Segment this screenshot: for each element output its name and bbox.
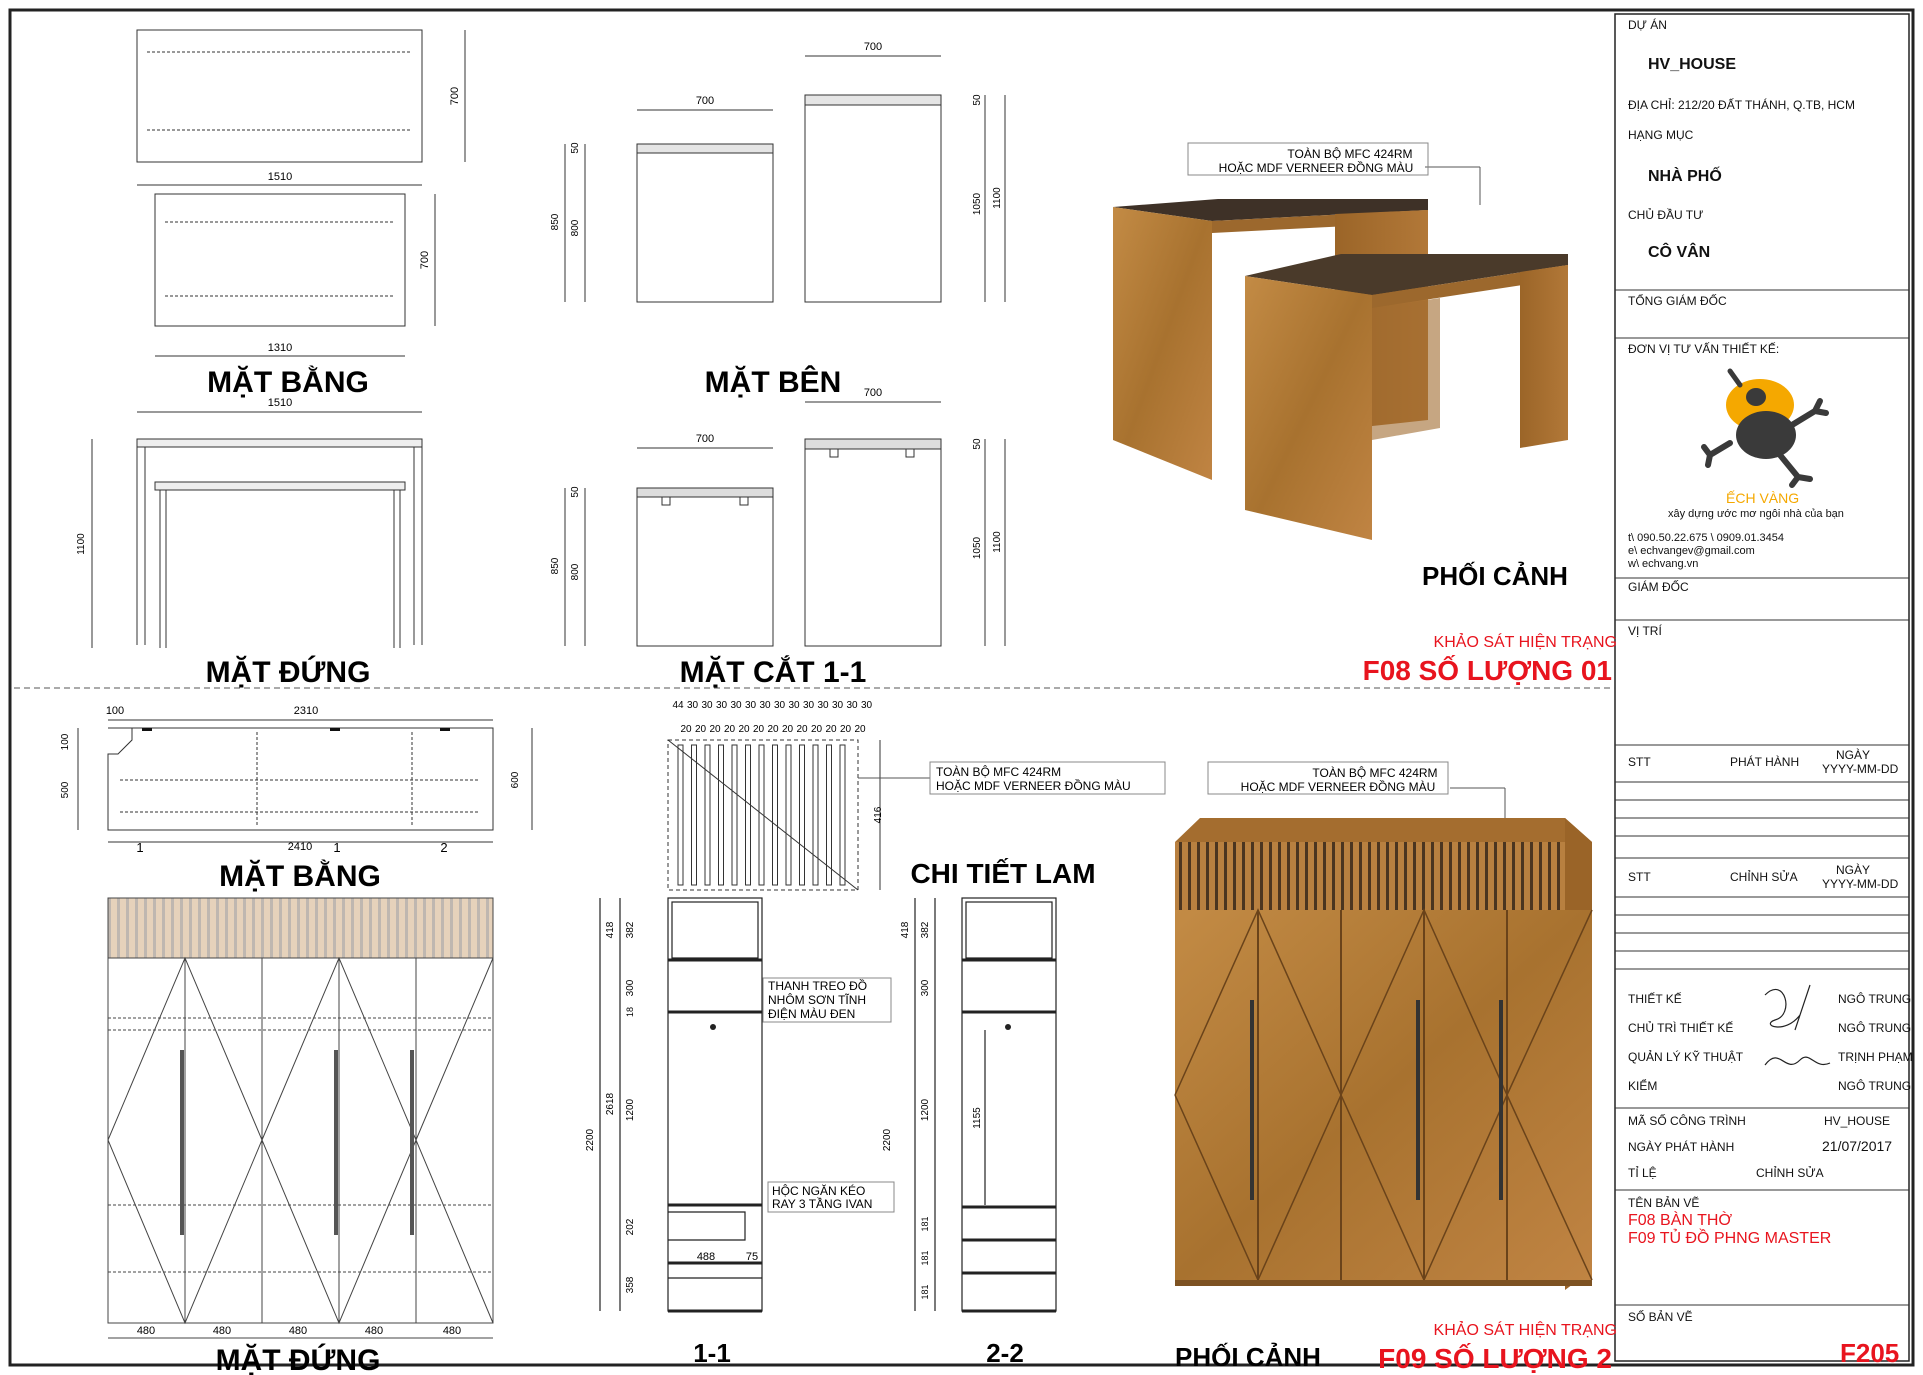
f08-plan-width-bottom: 1310 [267,342,293,354]
louver-slat [746,745,751,885]
louver-slat [705,745,710,885]
f09-sec2-d1155: 1155 [972,1107,983,1129]
lam-bottom-dim: 20 [781,724,794,735]
lam-top-dim: 30 [846,700,858,711]
f08-plan [137,30,465,356]
f09-section-2-2 [915,898,1056,1311]
f08-side-title: MẶT BÊN [704,366,842,399]
lam-bottom-dim: 20 [854,724,866,735]
f09-rail-note-1: THANH TREO ĐỒ [768,979,868,993]
f09-sec1-d75: 75 [745,1251,759,1263]
lam-bottom-dim: 20 [796,724,808,735]
f09-section-1-1-title: 1-1 [693,1338,731,1368]
sheet-number-label: SỐ BẢN VẼ [1628,1310,1693,1324]
f09-survey-label: KHẢO SÁT HIỆN TRẠNG [1433,1322,1617,1339]
lam-top-dim: 30 [802,700,815,711]
lam-bottom-dim: 20 [738,724,750,735]
contact-email: e\ echvangev@gmail.com [1628,545,1755,557]
contact-web: w\ echvang.vn [1628,558,1699,570]
category-label: HẠNG MỤC [1628,128,1694,142]
owner-value: CÔ VÂN [1648,244,1711,261]
f09-plan-marker-1a: 1 [136,840,144,855]
f09-sec1-d382: 382 [625,921,636,939]
issue-stt: STT [1628,755,1651,769]
f09-louver-detail [668,740,880,890]
lam-bottom-dim: 20 [694,724,707,735]
f09-sec2-d181c: 181 [920,1284,930,1300]
f09-section-2-2-title: 2-2 [986,1338,1024,1368]
f08-side-d1050: 1050 [972,192,983,216]
f08-side-d50: 50 [570,142,581,154]
code-value: HV_HOUSE [1824,1114,1891,1128]
lam-top-dim: 30 [759,700,771,711]
issue-date-format: YYYY-MM-DD [1822,762,1899,776]
f09-sec1-d2200: 2200 [585,1128,596,1152]
lam-top-dim: 30 [730,700,742,711]
director-label: TỔNG GIÁM ĐỐC [1628,294,1727,308]
project-label: DỰ ÁN [1628,18,1667,32]
issue-date-value: 21/07/2017 [1822,1138,1893,1154]
f09-perspective-render [1175,818,1592,1290]
f08-elev-height: 1100 [76,533,87,555]
f09-plan-d600: 600 [510,771,521,789]
f09-persp-title: PHỐI CẢNH [1175,1342,1321,1372]
f08-side-view [565,56,1005,302]
f09-sec1-d418: 418 [605,921,616,939]
frog-logo [1700,365,1830,490]
f08-section-title: MẶT CẮT 1-1 [679,656,867,689]
designer-label: THIẾT KẾ [1628,992,1682,1006]
lam-top-dim: 30 [817,700,829,711]
lam-bottom-dim: 20 [680,724,692,735]
louver-slat [678,745,683,885]
f08-sec-d50: 50 [570,486,581,498]
f09-detail-title: CHI TIẾT LAM [910,858,1096,889]
f08-sec-width-large: 700 [863,387,883,399]
f09-material-note-1: TOÀN BỘ MFC 424RM [1312,766,1438,780]
louver-slat [813,745,818,885]
f09-elev-d480-4: 480 [364,1325,384,1337]
tech-label: QUẢN LÝ KỸ THUẬT [1628,1050,1744,1064]
lead-label: CHỦ TRÌ THIẾT KẾ [1628,1021,1734,1035]
lam-bottom-dim: 20 [839,724,852,735]
f09-sec1-d202: 202 [625,1218,636,1236]
brand-name: ẾCH VÀNG [1726,490,1800,506]
sheet-number: F205 [1840,1338,1900,1368]
issue-date-row-label: NGÀY PHÁT HÀNH [1628,1140,1735,1154]
f09-sec2-d300: 300 [920,979,931,997]
f09-plan-d500: 500 [60,781,71,799]
lam-bottom-dim: 20 [723,724,736,735]
louver-slat [692,745,697,885]
f08-quantity: F08 SỐ LƯỢNG 01 [1362,655,1612,686]
f09-sec2-d382: 382 [920,921,931,939]
manager-label: GIÁM ĐỐC [1628,580,1689,594]
f08-sec-d1100: 1100 [992,531,1003,553]
f09-sec2-d418: 418 [900,921,911,939]
f08-side-width-large: 700 [863,41,883,53]
f08-side-d1100: 1100 [992,187,1003,209]
louver-slat [800,745,805,885]
scale-revise: CHỈNH SỬA [1756,1166,1824,1180]
f09-sec1-d300: 300 [625,979,636,997]
f09-material-note-2: HOẶC MDF VERNEER ĐỒNG MÀU [1240,780,1436,794]
f08-perspective-render [1113,199,1568,540]
f09-sec1-d358: 358 [625,1276,636,1294]
louver-slat [732,745,737,885]
f08-elev-width: 1510 [267,397,293,409]
revise-stt: STT [1628,870,1651,884]
f09-sec2-d2200: 2200 [882,1128,893,1152]
f09-plan-d100: 100 [105,705,125,717]
owner-label: CHỦ ĐẦU TƯ [1628,208,1704,222]
issue-date-label: NGÀY [1836,748,1871,762]
lam-top-dim: 30 [860,700,873,711]
lam-bottom-dim: 20 [767,724,779,735]
lam-top-dim: 30 [744,700,757,711]
issue-label: PHÁT HÀNH [1730,755,1800,769]
f09-elevation [108,898,493,1338]
f09-rail-note-3: ĐIỆN MÀU ĐEN [768,1007,856,1021]
scale-label: TỈ LỆ [1628,1166,1657,1180]
f08-plan-title: MẶT BẰNG [207,366,369,399]
f09-plan-d100v: 100 [60,733,71,751]
signature [1755,975,1835,1085]
contact-phone: t\ 090.50.22.675 \ 0909.01.3454 [1628,532,1784,544]
f09-quantity: F09 SỐ LƯỢNG 2 [1378,1343,1612,1374]
lam-bottom-dim: 20 [825,724,837,735]
f09-sec1-d1200: 1200 [625,1098,636,1122]
f09-lam-bottom-dims [680,724,866,735]
f08-persp-title: PHỐI CẢNH [1422,561,1568,591]
revise-date-format: YYYY-MM-DD [1822,877,1899,891]
lam-top-dim: 30 [715,700,728,711]
louver-slat [773,745,778,885]
code-label: MÃ SỐ CÔNG TRÌNH [1628,1114,1746,1128]
f09-plan-d2310: 2310 [293,705,319,717]
louver-slat [840,745,845,885]
f09-lam-note-2: HOẶC MDF VERNEER ĐỒNG MÀU [936,779,1131,793]
check-name: NGÔ TRUNG [1838,1079,1912,1093]
tech-name: TRỊNH PHẠM [1838,1050,1913,1064]
lam-top-dim: 30 [701,700,713,711]
f09-elev-title: MẶT ĐỨNG [215,1344,381,1375]
f09-sec1-d488: 488 [696,1251,716,1263]
position-label: VỊ TRÍ [1628,624,1662,638]
lam-top-dim: 44 [672,700,684,711]
sheet-name-1: F08 BÀN THỜ [1628,1212,1733,1229]
f08-survey-label: KHẢO SÁT HIỆN TRẠNG [1433,634,1617,651]
f08-section [565,402,1005,646]
f09-plan-title: MẶT BẰNG [219,860,381,893]
f09-sec1-d2618: 2618 [605,1092,616,1116]
f08-sec-d50b: 50 [972,438,983,450]
f09-lam-top-dims [672,700,872,711]
f08-material-note-2: HOẶC MDF VERNEER ĐỒNG MÀU [1218,161,1414,175]
f09-rail-note-2: NHÔM SƠN TĨNH [768,993,867,1007]
f09-lam-d416: 416 [873,806,884,824]
revise-label: CHỈNH SỬA [1730,870,1798,884]
f08-plan-depth-bottom: 700 [419,250,431,270]
f09-sec2-d181b: 181 [920,1250,930,1266]
lam-top-dim: 30 [773,700,786,711]
check-label: KIỂM [1628,1079,1658,1093]
f08-elevation [92,412,422,648]
louver-slat [827,745,832,885]
sheet-name-label: TÊN BẢN VẼ [1628,1196,1700,1210]
lam-top-dim: 30 [788,700,800,711]
f09-drawer-note-1: HỘC NGĂN KÉO [772,1184,866,1198]
f09-lam-note-1: TOÀN BỘ MFC 424RM [936,765,1062,779]
designer-name: NGÔ TRUNG [1838,992,1912,1006]
sheet-name-2: F09 TỦ ĐỒ PHNG MASTER [1628,1230,1832,1247]
f09-plan [78,720,532,842]
f08-elev-title: MẶT ĐỨNG [205,656,371,689]
lam-bottom-dim: 20 [810,724,823,735]
f08-side-d850: 850 [550,213,561,231]
f09-elev-d480-5: 480 [442,1325,462,1337]
f08-side-d50b: 50 [972,94,983,106]
f08-sec-d800: 800 [570,563,581,581]
louver-slat [786,745,791,885]
project-name: HV_HOUSE [1648,56,1737,73]
f09-elev-d480-1: 480 [136,1325,156,1337]
f08-sec-d850: 850 [550,557,561,575]
f09-plan-d2410: 2410 [287,841,313,853]
lam-bottom-dim: 20 [752,724,765,735]
f09-drawer-note-2: RAY 3 TẦNG IVAN [772,1197,873,1211]
f08-sec-d1050: 1050 [972,536,983,560]
project-address: ĐỊA CHỈ: 212/20 ĐẤT THÁNH, Q.TB, HCM [1628,98,1855,112]
louver-slat [719,745,724,885]
f08-plan-depth-top: 700 [449,86,461,106]
f08-side-d800: 800 [570,219,581,237]
f08-material-note-1: TOÀN BỘ MFC 424RM [1287,147,1413,161]
lam-top-dim: 30 [686,700,699,711]
f08-sec-width-small: 700 [695,433,715,445]
f09-plan-marker-2: 2 [440,840,448,855]
f08-side-width-small: 700 [695,95,715,107]
consultant-label: ĐƠN VỊ TƯ VẤN THIẾT KẾ: [1628,342,1780,356]
f09-sec1-d18: 18 [625,1006,635,1018]
f09-plan-marker-1b: 1 [333,840,341,855]
f09-sec2-d181a: 181 [920,1216,930,1232]
lam-bottom-dim: 20 [709,724,721,735]
f09-sec2-d1200: 1200 [920,1098,931,1122]
lam-top-dim: 30 [831,700,844,711]
brand-slogan: xây dựng ước mơ ngôi nhà của bạn [1668,508,1844,520]
f09-elev-d480-2: 480 [212,1325,232,1337]
f08-plan-width-top: 1510 [267,171,293,183]
category-value: NHÀ PHỐ [1648,168,1722,185]
revise-date-label: NGÀY [1836,863,1871,877]
f09-elev-d480-3: 480 [288,1325,308,1337]
lead-name: NGÔ TRUNG [1838,1021,1912,1035]
